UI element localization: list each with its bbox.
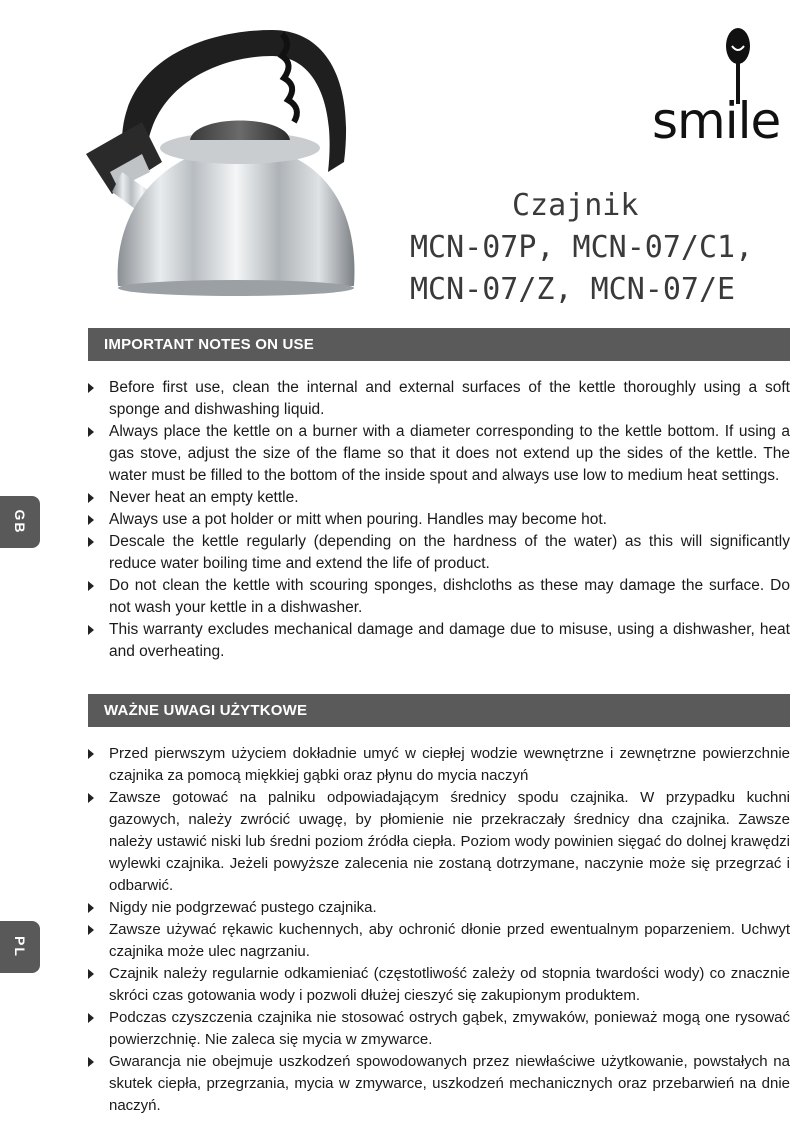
product-title-line1: Czajnik (512, 188, 639, 223)
list-item: This warranty excludes mechanical damage and damage due to misuse, using a dishwasher, heat and overheating. (88, 619, 790, 663)
list-item: Do not clean the kettle with scouring sponges, dishcloths as these may damage the surface. Do not wash your kettle in a dishwasher. (88, 575, 790, 619)
list-item: Przed pierwszym użyciem dokładnie umyć w ciepłej wodzie wewnętrzne i zewnętrzne powierzchnie czajnika za pomocą miękkiej gąbki oraz płynu do mycia naczyń (88, 743, 790, 787)
language-tab-gb (0, 496, 40, 548)
notes-list-gb (88, 377, 790, 663)
language-tab-gb-label: GB (12, 509, 28, 535)
brand-logo (652, 24, 794, 154)
list-item: Zawsze używać rękawic kuchennych, aby ochronić dłonie przed ewentualnym poparzeniem. Uchwyt czajnika może ulec nagrzaniu. (88, 919, 790, 963)
list-item: Nigdy nie podgrzewać pustego czajnika. (88, 897, 790, 919)
list-item: Always place the kettle on a burner with a diameter corresponding to the kettle bottom. If using a gas stove, adjust the size of the flame so that it does not extend up the sides of the kettle. The water must be filled to the bottom of the inside spout and always use low to medium heat settings. (88, 421, 790, 487)
language-tab-pl-label: PL (12, 936, 28, 958)
list-item: Before first use, clean the internal and external surfaces of the kettle thoroughly using a soft sponge and dishwashing liquid. (88, 377, 790, 421)
product-title-line2: MCN-07P, MCN-07/C1, (410, 230, 754, 265)
product-title (410, 185, 790, 311)
product-title-line3: MCN-07/Z, MCN-07/E (410, 272, 736, 307)
language-tab-pl (0, 921, 40, 973)
section-heading-pl: WAŻNE UWAGI UŻYTKOWE (88, 694, 790, 727)
list-item: Podczas czyszczenia czajnika nie stosować ostrych gąbek, zmywaków, ponieważ mogą one rysować powierzchnię. Nie zaleca się mycia w zmywarce. (88, 1007, 790, 1051)
section-heading-gb: IMPORTANT NOTES ON USE (88, 328, 790, 361)
list-item: Descale the kettle regularly (depending on the hardness of the water) as this will significantly reduce water boiling time and extend the life of product. (88, 531, 790, 575)
kettle-image (82, 22, 362, 304)
list-item: Zawsze gotować na palniku odpowiadającym średnicy spodu czajnika. W przypadku kuchni gazowych, należy zwrócić uwagę, by płomienie nie przekraczały średnicy dna czajnika. Zawsze należy ustawić niski lub średni poziom źródła ciepła. Poziom wody powinien sięgać do dolnej krawędzi wylewki czajnika. Jeżeli powyższe zalecenia nie zostaną dotrzymane, naczynie może się przegrzać i odbarwić. (88, 787, 790, 897)
list-item: Czajnik należy regularnie odkamieniać (częstotliwość zależy od stopnia twardości wody) co znacznie skróci czas gotowania wody i pozwoli dłużej cieszyć się zakupionym produktem. (88, 963, 790, 1007)
list-item: Gwarancja nie obejmuje uszkodzeń spowodowanych przez niewłaściwe użytkowanie, powstałych na skutek ciepła, przegrzania, mycia w zmywarce, uszkodzeń mechanicznych oraz przebarwień na dnie naczyń. (88, 1051, 790, 1117)
list-item: Never heat an empty kettle. (88, 487, 790, 509)
notes-list-pl (88, 743, 790, 1117)
brand-logo-text: smile (652, 92, 781, 150)
list-item: Always use a pot holder or mitt when pouring. Handles may become hot. (88, 509, 790, 531)
